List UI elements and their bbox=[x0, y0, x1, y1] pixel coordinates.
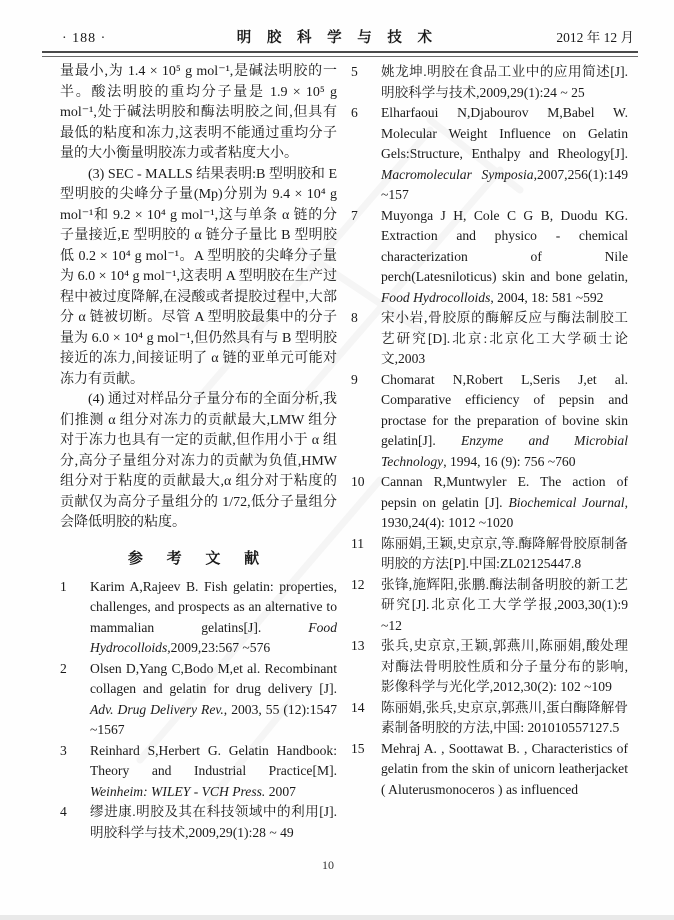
reference-number: 5 bbox=[351, 64, 358, 79]
body-paragraph: 量最小,为 1.4 × 10⁵ g mol⁻¹,是碱法明胶的一半。酸法明胶的重均分子量是 1.9 × 10⁵ g mol⁻¹,处于碱法明胶和酶法明胶之间,但具有最低的粘度和冻力,这表明不能通过重均分子量的大小衡量明胶冻力或者粘度大小。 bbox=[60, 64, 337, 161]
reference-text: 张锋,施辉阳,张鹏.酶法制备明胶的新工艺研究[J].北京化工大学学报,2003,30(1):9 ~12 bbox=[381, 576, 628, 633]
reference-number: 3 bbox=[60, 742, 67, 758]
reference-text: 陈丽娟,张兵,史京京,郭燕川,蛋白酶降解骨素制备明胶的方法,中国: 201010557127.5 bbox=[381, 699, 628, 735]
reference-number: 1 bbox=[60, 578, 67, 594]
reference-text: 缪进康.明胶及其在科技领域中的利用[J].明胶科学与技术,2009,29(1):28 ~ 49 bbox=[90, 804, 337, 840]
references-list-left bbox=[60, 577, 337, 844]
reference-text: 张兵,史京京,王颖,郭燕川,陈丽娟,酸处理对酶法骨明胶性质和分子量分布的影响,影像科学与光化学,2012,30(2): 102 ~109 bbox=[381, 638, 628, 694]
reference-item bbox=[351, 472, 628, 534]
reference-text: 姚龙坤.明胶在食品工业中的应用简述[J].明胶科学与技术,2009,29(1):24 ~ 25 bbox=[381, 64, 628, 100]
reference-text: Mehraj A. , Soottawat B. , Characteristics of gelatin from the skin of unicorn leatherjacket ( Aluterusmonoceros ) as influenced bbox=[381, 740, 628, 797]
reference-item bbox=[351, 575, 628, 637]
references-heading: 参 考 文 献 bbox=[127, 550, 270, 567]
reference-number: 7 bbox=[351, 207, 358, 223]
two-column-body bbox=[60, 62, 628, 843]
issue-date: 2012 年 12 月 bbox=[556, 30, 634, 45]
reference-item bbox=[60, 577, 337, 659]
reference-text: Reinhard S,Herbert G. Gelatin Handbook: Theory and Industrial Practice[M]. Weinheim: WILEY - VCH Press. 2007 bbox=[90, 742, 337, 799]
reference-item bbox=[60, 741, 337, 803]
reference-text: Karim A,Rajeev B. Fish gelatin: properties, challenges, and prospects as an alternative to mammalian gelatins[J]. Food Hydrocolloids,2009,23:567 ~576 bbox=[90, 578, 337, 655]
reference-item bbox=[351, 308, 628, 370]
reference-text: Chomarat N,Robert L,Seris J,et al. Comparative efficiency of pepsin and proctase for the preparation of bovine skin gelatin[J]. Enzyme and Microbial Technology, 1994, 16 (9): 756 ~760 bbox=[381, 371, 628, 469]
reference-item bbox=[351, 698, 628, 739]
body-paragraph: (3) SEC - MALLS 结果表明:B 型明胶和 E 型明胶的尖峰分子量(Mp)分别为 9.4 × 10⁴ g mol⁻¹和 9.2 × 10⁴ g mol⁻¹,这与单条 α 链的分子量接近,E 型明胶的 α 链分子量比 B 型明胶低 0.2 × 10⁴ g mol⁻¹。A 型明胶的尖峰分子量为 6.0 × 10⁴ g mol⁻¹,这表明 A 型明胶在生产过程中被过度降解,在浸酸或者提胶过程中,大部分 α 链被切断。尽管 A 型明胶最集中的分子量为 6.0 × 10⁴ g mol⁻¹,但仍然具有与 B 型明胶接近的冻力,间接证明了 α 链的亚单元可能对冻力有贡献。 bbox=[60, 166, 337, 387]
reference-number: 12 bbox=[351, 576, 365, 592]
references-list-right bbox=[351, 62, 628, 800]
left-column bbox=[60, 62, 337, 843]
reference-text: 陈丽娟,王颖,史京京,等.酶降解骨胶原制备明胶的方法[P].中国:ZL02125447.8 bbox=[381, 535, 628, 571]
reference-item bbox=[351, 103, 628, 206]
reference-number: 2 bbox=[60, 660, 67, 676]
reference-number: 14 bbox=[351, 699, 365, 715]
reference-number: 11 bbox=[351, 535, 365, 551]
reference-item bbox=[351, 62, 628, 103]
reference-item bbox=[60, 802, 337, 843]
reference-item bbox=[351, 206, 628, 309]
reference-number: 8 bbox=[351, 310, 358, 325]
reference-number: 9 bbox=[351, 371, 358, 387]
journal-title: 明 胶 科 学 与 技 术 bbox=[236, 30, 438, 46]
reference-number: 6 bbox=[351, 105, 358, 120]
reference-item bbox=[351, 636, 628, 698]
page-header bbox=[46, 26, 634, 46]
scan-edge bbox=[0, 915, 674, 920]
header-page-number: · 188 · bbox=[62, 31, 107, 46]
body-paragraph: (4) 通过对样品分子量分布的全面分析,我们推测 α 组分对冻力的贡献最大,LMW 组分对于冻力也具有一定的贡献,但作用小于 α 组分,高分子量组分对冻力的贡献为负值,HMW 组分对于粘度的贡献最大,α 组分对于粘度的贡献仅为高分子量组分的 1/72,低分子量组分会降低明胶的粘度。 bbox=[60, 392, 337, 530]
reference-text: Muyonga J H, Cole C G B, Duodu KG. Extraction and physico - chemical characterization of Nile perch(Latesniloticus) skin and bone gelatin, Food Hydrocolloids, 2004, 18: 581 ~592 bbox=[381, 207, 628, 305]
reference-number: 4 bbox=[60, 804, 67, 819]
reference-text: Cannan R,Muntwyler E. The action of pepsin on gelatin [J]. Biochemical Journal, 1930,24(4): 1012 ~1020 bbox=[381, 474, 628, 530]
reference-item bbox=[351, 739, 628, 801]
footer-page-number: 10 bbox=[322, 858, 334, 872]
reference-number: 10 bbox=[351, 474, 365, 489]
reference-number: 13 bbox=[351, 638, 365, 653]
conclusion-paragraphs bbox=[60, 62, 337, 534]
right-column bbox=[351, 62, 628, 843]
header-double-rule bbox=[42, 51, 638, 57]
reference-item bbox=[351, 534, 628, 575]
reference-item bbox=[351, 370, 628, 473]
reference-item bbox=[60, 659, 337, 741]
reference-text: Olsen D,Yang C,Bodo M,et al. Recombinant collagen and gelatin for drug delivery [J]. Adv. Drug Delivery Rev., 2003, 55 (12):1547 ~1567 bbox=[90, 660, 337, 737]
reference-text: Elharfaoui N,Djabourov M,Babel W. Molecular Weight Influence on Gelatin Gels:Structure, Enthalpy and Rheology[J]. Macromolecular Symposia,2007,256(1):149 ~157 bbox=[381, 105, 628, 202]
reference-text: 宋小岩,骨胶原的酶解反应与酶法制胶工艺研究[D].北京:北京化工大学硕士论文,2003 bbox=[381, 310, 628, 366]
reference-number: 15 bbox=[351, 740, 365, 756]
